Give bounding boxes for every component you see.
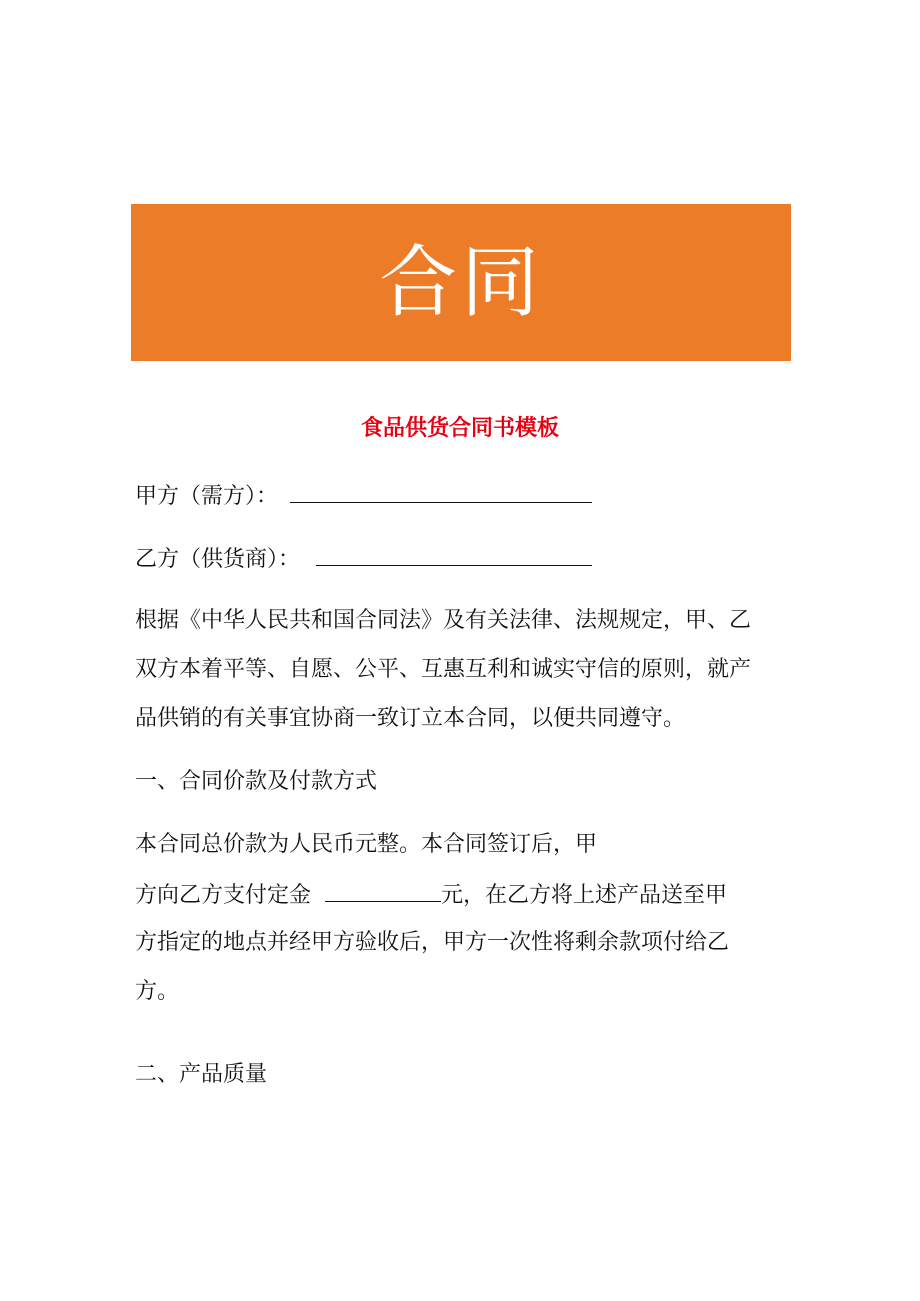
party-b-line: [135, 543, 592, 575]
party-a-blank[interactable]: [290, 480, 592, 503]
banner-title: 合同: [378, 237, 543, 328]
party-b-label: 乙方（供货商）：: [135, 547, 301, 572]
section-1-line-4: 方。: [135, 979, 180, 1004]
party-a-label: 甲方（需方）：: [135, 484, 279, 509]
deposit-label: 方向乙方支付定金: [135, 883, 312, 908]
party-a-line: [135, 480, 592, 512]
section-1-heading: 一、合同价款及付款方式: [135, 769, 378, 794]
intro-line-2: 双方本着平等、自愿、公平、互惠互利和诚实守信的原则，就产: [135, 657, 752, 682]
deposit-suffix: 元，在乙方将上述产品送至甲: [441, 883, 728, 908]
section-1-line-2: [135, 879, 727, 911]
section-1-line-1: 本合同总价款为人民币元整。本合同签订后，甲: [135, 832, 598, 857]
section-2-heading: 二、产品质量: [135, 1062, 268, 1087]
intro-line-3: 品供销的有关事宜协商一致订立本合同，以便共同遵守。: [135, 706, 686, 731]
title-banner: [131, 204, 791, 361]
intro-line-1: 根据《中华人民共和国合同法》及有关法律、法规规定，甲、乙: [135, 608, 752, 633]
deposit-amount-blank[interactable]: [325, 879, 441, 902]
party-b-blank[interactable]: [316, 543, 592, 566]
document-title: 食品供货合同书模板: [360, 416, 559, 441]
section-1-line-3: 方指定的地点并经甲方验收后，甲方一次性将剩余款项付给乙: [135, 930, 730, 955]
